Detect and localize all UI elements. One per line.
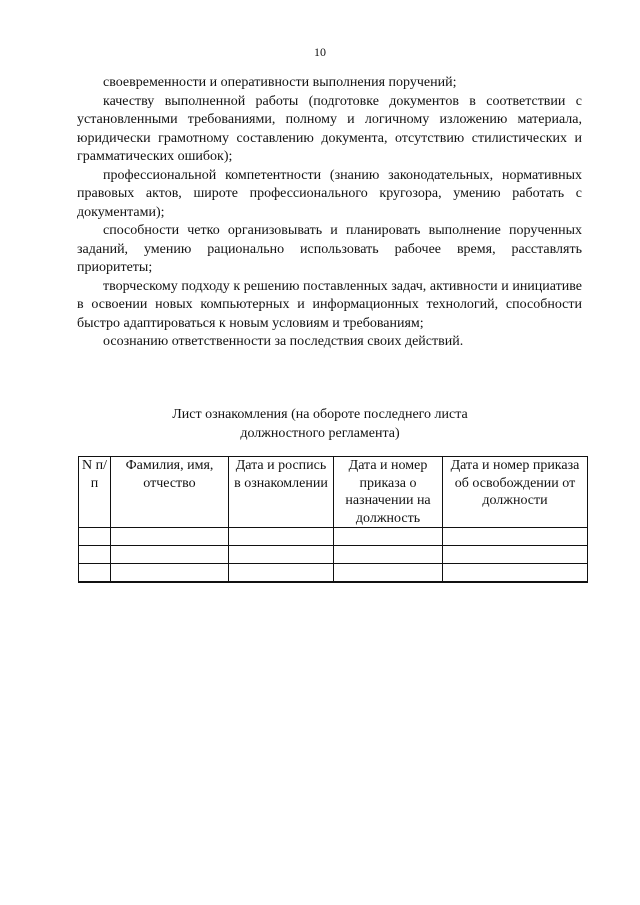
- paragraph-competence: профессиональной компетентности (знанию законодательных, нормативных правовых актов, широте профессионального кругозора, умению работать с документами);: [77, 167, 582, 220]
- acknowledgement-table: [78, 456, 588, 583]
- table-cell: [229, 546, 334, 564]
- table-cell: [443, 564, 588, 582]
- sheet-title-line-2: должностного регламента): [240, 426, 400, 441]
- header-appointment-order: Дата и номер приказа о назначении на должность: [334, 457, 443, 528]
- table-row: [79, 564, 588, 582]
- paragraph-timeliness: своевременности и оперативности выполнения поручений;: [103, 75, 457, 90]
- table-cell: [79, 528, 111, 546]
- table-row: [79, 546, 588, 564]
- paragraph-organization: способности четко организовывать и планировать выполнение порученных заданий, умению рационально использовать рабочее время, расставлять приоритеты;: [77, 223, 582, 275]
- header-full-name: Фамилия, имя, отчество: [111, 457, 229, 528]
- table-cell: [334, 528, 443, 546]
- paragraph-creativity: творческому подходу к решению поставленных задач, активности и инициативе в освоении новых компьютерных и информационных технологий, способности быстро адаптироваться к новым условиям и требованиям;: [77, 278, 582, 331]
- sheet-title-line-1: Лист ознакомления (на обороте последнего листа: [172, 407, 468, 422]
- page-number: 10: [314, 45, 326, 59]
- table-cell: [334, 546, 443, 564]
- table-row: [79, 528, 588, 546]
- body-text: [77, 74, 582, 352]
- table-cell: [443, 528, 588, 546]
- header-date-signature: Дата и роспись в ознакомлении: [229, 457, 334, 528]
- paragraph-work-quality: качеству выполненной работы (подготовке документов в соответствии с установленными требованиями, полному и логичному изложению материала, юридически грамотному составлению документа, отсутствию стилистических и грамматических ошибок);: [77, 93, 582, 164]
- header-dismissal-order: Дата и номер приказа об освобождении от должности: [443, 457, 588, 528]
- table-cell: [79, 564, 111, 582]
- table-cell: [111, 528, 229, 546]
- table-header-row: [79, 457, 588, 528]
- table-cell: [443, 546, 588, 564]
- header-number: N п/п: [79, 457, 111, 528]
- paragraph-responsibility: осознанию ответственности за последствия своих действий.: [103, 334, 464, 349]
- acknowledgement-sheet-title: [0, 405, 640, 443]
- table-cell: [334, 564, 443, 582]
- table-cell: [229, 564, 334, 582]
- table-cell: [111, 546, 229, 564]
- table-cell: [229, 528, 334, 546]
- table-cell: [79, 546, 111, 564]
- table-cell: [111, 564, 229, 582]
